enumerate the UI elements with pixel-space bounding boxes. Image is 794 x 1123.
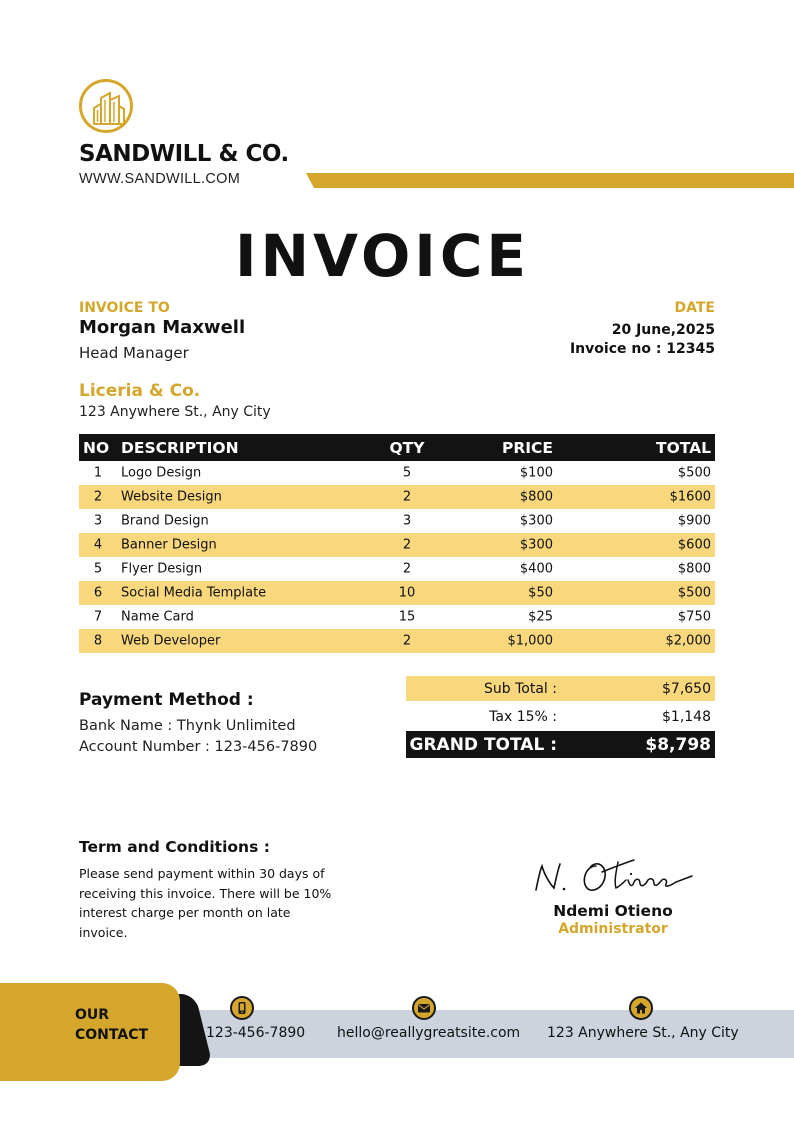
table-header [79,434,715,461]
row-total: $2,000 [665,633,711,649]
row-no: 1 [93,465,103,481]
row-price: $100 [519,465,553,481]
header-no: NO [83,438,110,457]
row-no: 4 [93,537,103,553]
terms-title: Term and Conditions : [79,838,270,856]
tax-value: $1,148 [662,708,711,725]
table-row [79,533,715,557]
subtotal-row [406,676,715,701]
signatory-name: Ndemi Otieno [553,902,673,920]
row-no: 3 [93,513,103,529]
grand-total-value: $8,798 [645,734,711,755]
payment-method-title: Payment Method : [79,690,254,710]
row-no: 7 [93,609,103,625]
account-number: Account Number : 123-456-7890 [79,739,318,755]
client-name: Morgan Maxwell [79,317,246,338]
home-icon [629,996,653,1020]
row-qty: 2 [402,489,412,505]
row-no: 5 [93,561,103,577]
row-description: Web Developer [121,633,221,649]
row-price: $50 [528,585,553,601]
items-table [79,434,715,653]
envelope-icon [412,996,436,1020]
page-title: INVOICE [234,222,531,290]
signature-graphic [530,852,700,902]
row-price: $800 [519,489,553,505]
tax-row [406,704,715,729]
subtotal-value: $7,650 [662,680,711,697]
grand-total-label: GRAND TOTAL : [409,734,557,755]
row-total: $800 [677,561,711,577]
table-row [79,557,715,581]
grand-total-row [406,731,715,758]
row-no: 6 [93,585,103,601]
company-logo [79,79,133,133]
contact-address: 123 Anywhere St., Any City [547,1025,739,1041]
header-qty: QTY [389,438,425,457]
row-total: $600 [677,537,711,553]
invoice-date: 20 June,2025 [611,322,715,338]
table-row [79,605,715,629]
row-no: 2 [93,489,103,505]
client-company: Liceria & Co. [79,381,201,401]
signatory-role: Administrator [558,921,668,937]
date-label: DATE [674,300,715,316]
our-contact-line2: CONTACT [75,1027,149,1043]
client-role: Head Manager [79,344,189,362]
table-row [79,509,715,533]
company-website[interactable]: WWW.SANDWILL.COM [79,171,241,187]
row-total: $500 [677,585,711,601]
row-total: $750 [677,609,711,625]
terms-text: Please send payment within 30 days of receiving this invoice. There will be 10% interest charge per month on late invoice. [79,866,332,940]
table-row [79,461,715,485]
row-price: $300 [519,537,553,553]
table-row [79,581,715,605]
our-contact-line1: OUR [75,1007,110,1023]
invoice-number: Invoice no : 12345 [569,341,715,357]
row-qty: 10 [398,585,416,601]
row-description: Social Media Template [121,585,267,601]
header-accent-bar [306,173,794,188]
row-price: $400 [519,561,553,577]
subtotal-label: Sub Total : [484,680,557,697]
row-price: $1,000 [507,633,553,649]
row-qty: 5 [402,465,412,481]
tax-label: Tax 15% : [489,708,557,725]
row-no: 8 [93,633,103,649]
row-price: $25 [528,609,553,625]
header-description: DESCRIPTION [121,438,239,457]
phone-icon [230,996,254,1020]
invoice-to-label: INVOICE TO [79,300,170,316]
header-total: TOTAL [656,438,711,457]
row-description: Banner Design [121,537,217,553]
company-name: SANDWILL & CO. [79,141,289,167]
row-total: $900 [677,513,711,529]
our-contact-label [75,1005,148,1045]
row-description: Flyer Design [121,561,203,577]
row-total: $1600 [669,489,711,505]
row-qty: 2 [402,561,412,577]
row-qty: 2 [402,633,412,649]
table-row [79,629,715,653]
row-qty: 15 [398,609,416,625]
row-qty: 2 [402,537,412,553]
row-description: Name Card [121,609,194,625]
contact-phone[interactable]: 123-456-7890 [206,1025,306,1041]
row-total: $500 [677,465,711,481]
bank-name: Bank Name : Thynk Unlimited [79,718,296,734]
row-description: Brand Design [121,513,209,529]
header-price: PRICE [501,438,553,457]
row-description: Website Design [121,489,222,505]
contact-email[interactable]: hello@reallygreatsite.com [337,1025,521,1041]
table-row [79,485,715,509]
row-description: Logo Design [121,465,202,481]
buildings-icon [91,90,127,126]
client-address: 123 Anywhere St., Any City [79,404,271,420]
row-price: $300 [519,513,553,529]
row-qty: 3 [402,513,412,529]
